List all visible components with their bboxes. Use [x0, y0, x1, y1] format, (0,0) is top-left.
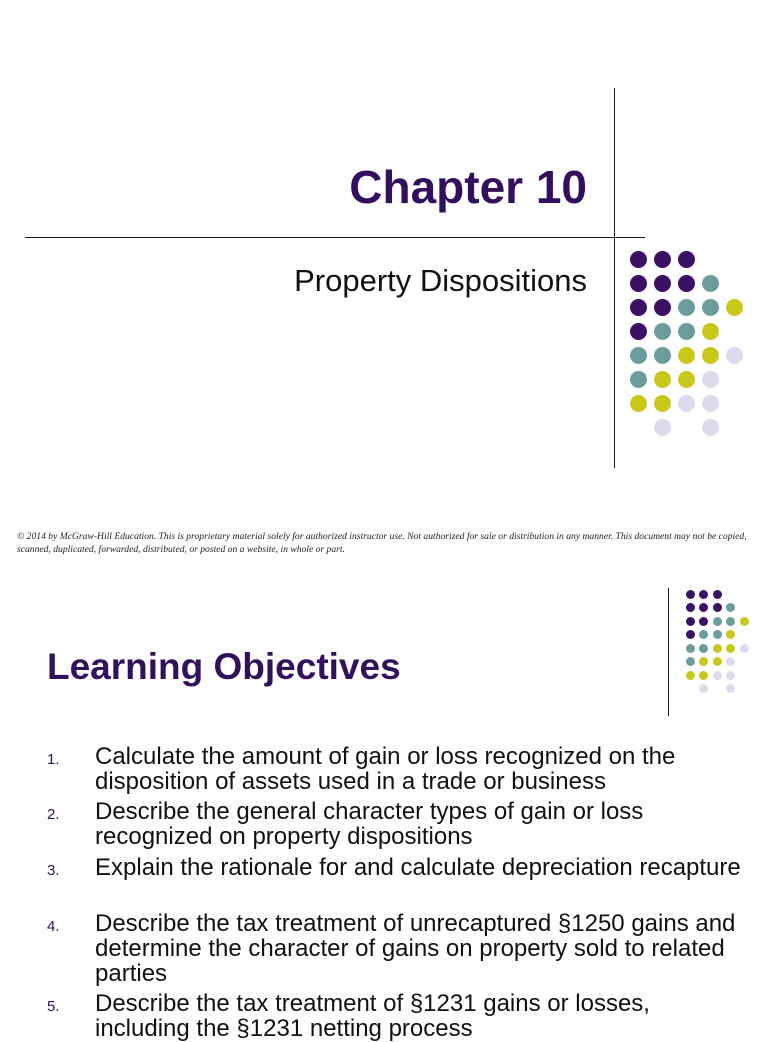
objective-text: Describe the tax treatment of §1231 gains or losses, including the §1231 netting process: [95, 990, 650, 1042]
chartreuse-dot: [678, 347, 695, 364]
teal-dot: [699, 644, 708, 653]
lavender-dot: [699, 684, 708, 693]
slide-title: Learning Objectives: [47, 646, 401, 687]
teal-dot: [678, 323, 695, 340]
teal-dot: [713, 617, 722, 626]
chartreuse-dot: [699, 671, 708, 680]
teal-dot: [702, 299, 719, 316]
chartreuse-dot: [713, 644, 722, 653]
chartreuse-dot: [726, 299, 743, 316]
teal-dot: [702, 275, 719, 292]
objective-text: Describe the general character types of gain or loss recognized on property dispositions: [95, 798, 644, 850]
teal-dot: [630, 371, 647, 388]
purple-dot: [699, 617, 708, 626]
chartreuse-dot: [630, 395, 647, 412]
objective-number: 4.: [47, 918, 60, 935]
lavender-dot: [726, 671, 735, 680]
teal-dot: [686, 644, 695, 653]
purple-dot: [713, 590, 722, 599]
objective-text: Calculate the amount of gain or loss recognized on the disposition of assets used in a trade or business: [95, 743, 676, 795]
teal-dot: [726, 603, 735, 612]
teal-dot: [654, 347, 671, 364]
chartreuse-dot: [654, 371, 671, 388]
chartreuse-dot: [726, 630, 735, 639]
teal-dot: [713, 630, 722, 639]
purple-dot: [686, 603, 695, 612]
chartreuse-dot: [686, 671, 695, 680]
copyright-notice: © 2014 by McGraw-Hill Education. This is proprietary material solely for authorized instructor use. Not authorized for sale or distribution in any manner. This document may not be copied, scanned, duplicated, forwarded, distributed, or posted on a website, in whole or part.: [17, 531, 747, 555]
lavender-dot: [726, 684, 735, 693]
objective-number: 2.: [47, 806, 60, 823]
purple-dot: [686, 590, 695, 599]
objective-number: 5.: [47, 998, 60, 1015]
lavender-dot: [702, 395, 719, 412]
chartreuse-dot: [726, 644, 735, 653]
chartreuse-dot: [654, 395, 671, 412]
purple-dot: [654, 275, 671, 292]
teal-dot: [630, 347, 647, 364]
purple-dot: [678, 275, 695, 292]
lavender-dot: [654, 419, 671, 436]
purple-dot: [686, 617, 695, 626]
learning-objectives-slide: [0, 580, 768, 1042]
chapter-subtitle: Property Dispositions: [294, 263, 587, 298]
purple-dot: [686, 630, 695, 639]
chartreuse-dot: [713, 657, 722, 666]
purple-dot: [630, 323, 647, 340]
objective-text: Explain the rationale for and calculate depreciation recapture: [95, 854, 741, 881]
teal-dot: [699, 630, 708, 639]
purple-dot: [713, 603, 722, 612]
purple-dot: [654, 251, 671, 268]
chartreuse-dot: [740, 617, 749, 626]
lavender-dot: [726, 657, 735, 666]
objective-text: Describe the tax treatment of unrecaptured §1250 gains and determine the character of gains on property sold to related parties: [95, 910, 736, 987]
purple-dot: [630, 275, 647, 292]
lavender-dot: [713, 671, 722, 680]
chartreuse-dot: [678, 371, 695, 388]
teal-dot: [686, 657, 695, 666]
chartreuse-dot: [699, 657, 708, 666]
chartreuse-dot: [702, 323, 719, 340]
vertical-divider-line: [668, 588, 669, 716]
lavender-dot: [702, 419, 719, 436]
purple-dot: [630, 251, 647, 268]
teal-dot: [726, 617, 735, 626]
lavender-dot: [678, 395, 695, 412]
purple-dot: [699, 603, 708, 612]
purple-dot: [630, 299, 647, 316]
objective-number: 1.: [47, 751, 60, 768]
lavender-dot: [740, 644, 749, 653]
lavender-dot: [726, 347, 743, 364]
lavender-dot: [702, 371, 719, 388]
vertical-divider-line: [614, 88, 615, 468]
purple-dot: [699, 590, 708, 599]
teal-dot: [678, 299, 695, 316]
objective-number: 3.: [47, 862, 60, 879]
purple-dot: [654, 299, 671, 316]
teal-dot: [654, 323, 671, 340]
chartreuse-dot: [702, 347, 719, 364]
chapter-title: Chapter 10: [349, 161, 587, 213]
horizontal-divider-line: [25, 237, 645, 238]
purple-dot: [678, 251, 695, 268]
